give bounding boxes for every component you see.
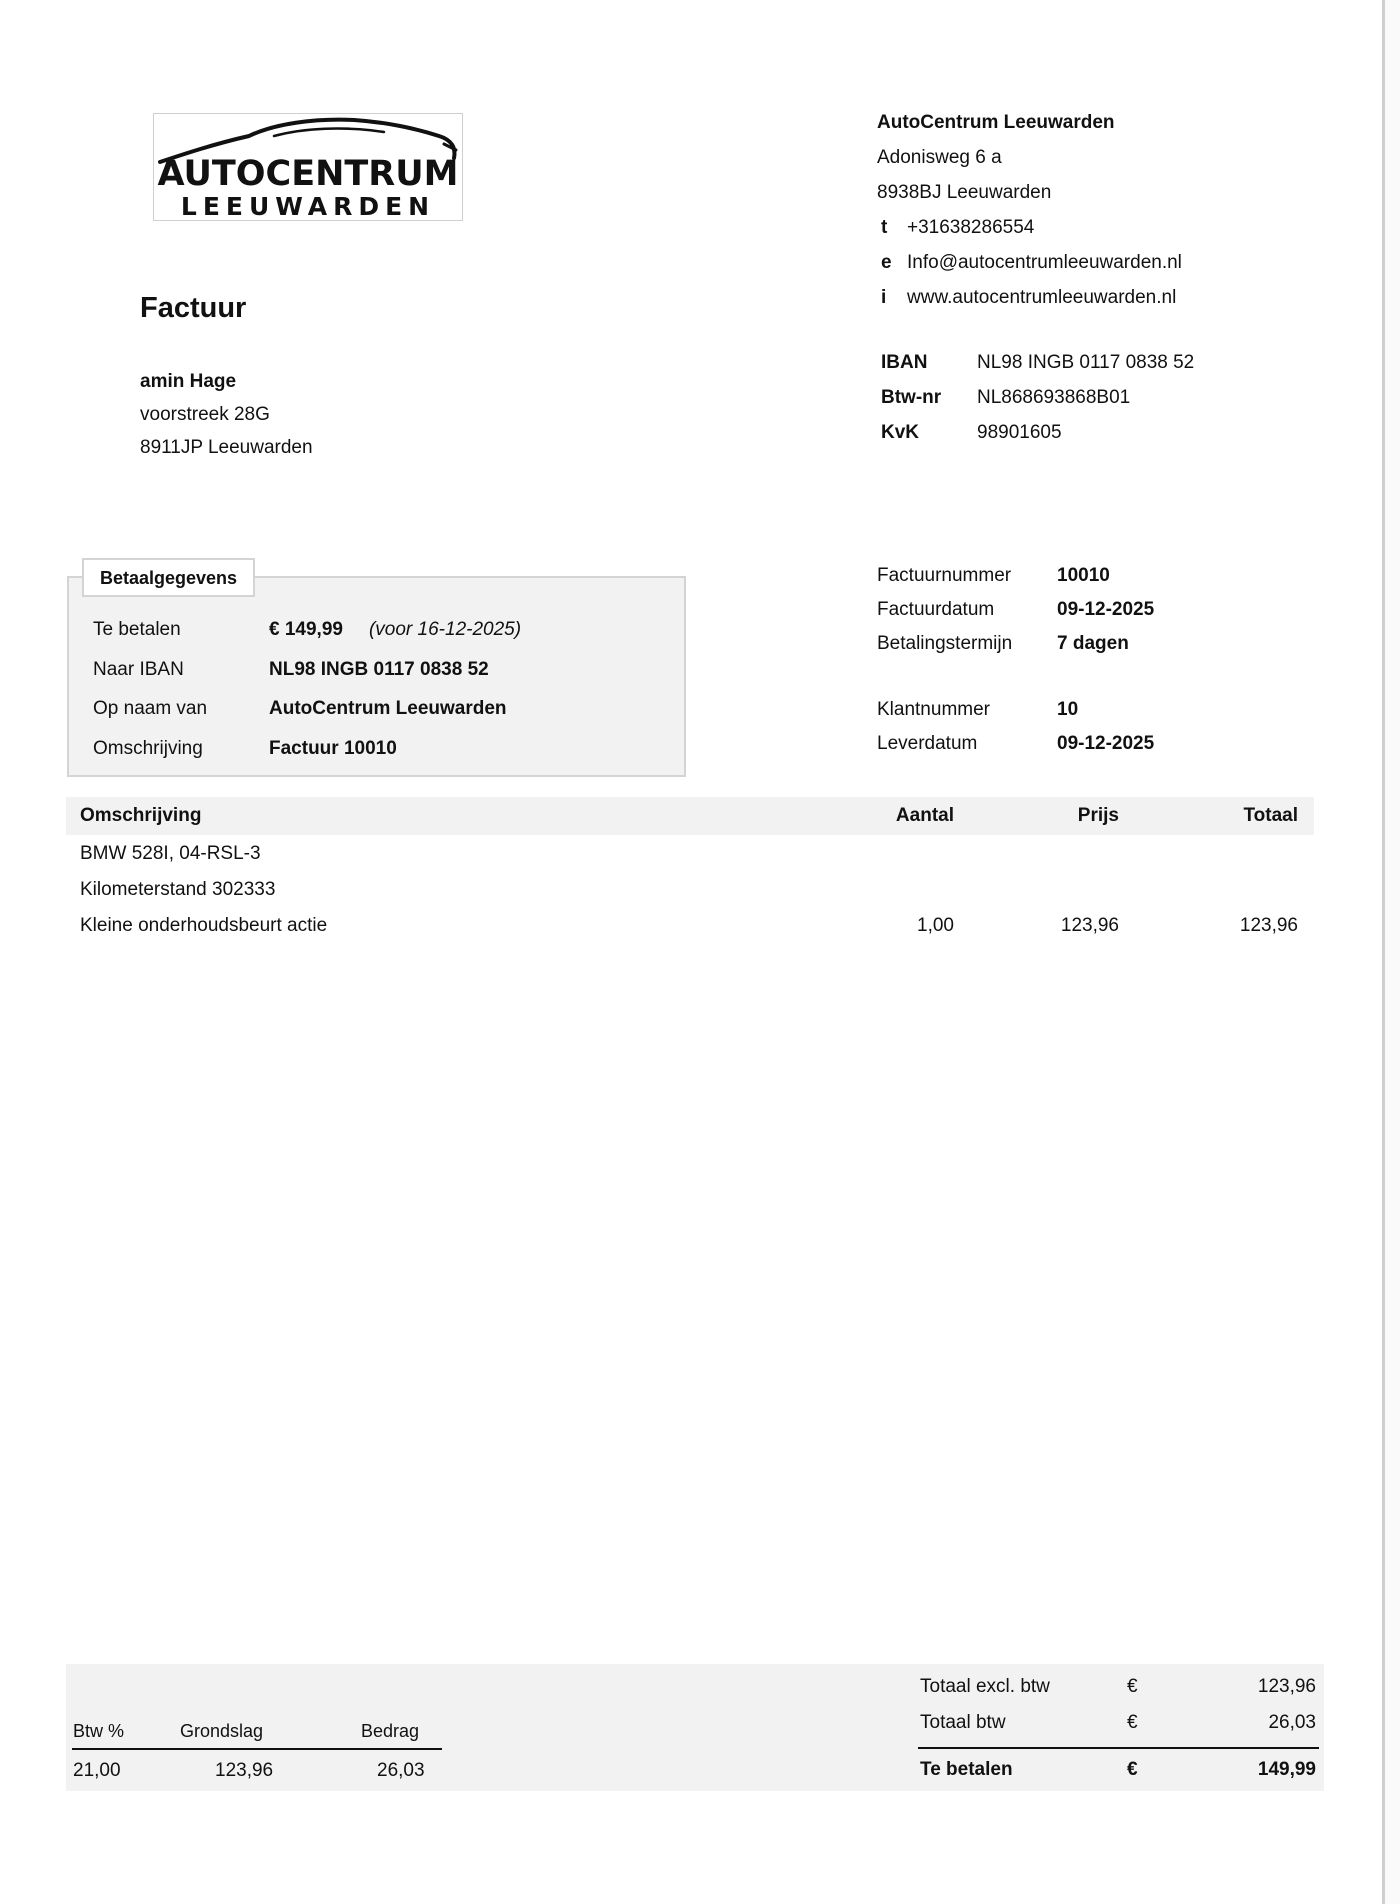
document-title: Factuur <box>140 292 247 324</box>
phone-label: t <box>881 217 888 238</box>
logo-text-line2: LEEUWARDEN <box>180 192 436 221</box>
vat-col-header-amount: Bedrag <box>361 1721 420 1741</box>
total-excl-currency: € <box>1127 1676 1138 1697</box>
vat-amount: 26,03 <box>377 1760 425 1781</box>
invoice-meta <box>877 559 1154 761</box>
company-street: Adonisweg 6 a <box>877 147 1002 168</box>
item-description: Kleine onderhoudsbeurt actie <box>80 915 328 936</box>
payment-desc-label: Omschrijving <box>93 737 203 759</box>
totals-divider <box>918 1747 1319 1749</box>
item-description: BMW 528I, 04-RSL-3 <box>80 843 261 864</box>
client-number: 10 <box>1057 699 1079 720</box>
company-web-row <box>877 280 1182 315</box>
payment-name-label: Op naam van <box>93 698 208 719</box>
payment-due-note: (voor 16-12-2025) <box>368 619 522 640</box>
company-email: Info@autocentrumleeuwarden.nl <box>907 252 1182 273</box>
payment-amount: € 149,99 <box>269 619 343 640</box>
btw-label: Btw-nr <box>881 387 942 408</box>
payment-details <box>93 610 521 768</box>
vat-col-header-base: Grondslag <box>180 1721 264 1741</box>
delivery-date: 09-12-2025 <box>1057 733 1155 754</box>
total-excl-value: 123,96 <box>1257 1676 1316 1697</box>
kvk-value: 98901605 <box>977 422 1062 443</box>
customer-address <box>140 365 313 464</box>
client-number-row <box>877 693 1154 727</box>
invoice-number-row <box>877 559 1154 593</box>
payment-name: AutoCentrum Leeuwarden <box>269 698 507 719</box>
email-label: e <box>881 252 892 273</box>
col-header-total: Totaal <box>1243 805 1298 826</box>
iban-value: NL98 INGB 0117 0838 52 <box>977 352 1195 373</box>
table-row <box>80 872 1300 908</box>
col-header-quantity: Aantal <box>895 805 954 826</box>
btw-row <box>881 380 1194 415</box>
customer-name: amin Hage <box>140 371 237 392</box>
company-phone-row <box>877 210 1182 245</box>
iban-row <box>881 345 1194 380</box>
vat-base: 123,96 <box>215 1760 274 1781</box>
iban-label: IBAN <box>881 352 928 373</box>
company-email-row <box>877 245 1182 280</box>
invoice-date: 09-12-2025 <box>1057 599 1155 620</box>
table-row <box>80 908 1300 944</box>
company-city: 8938BJ Leeuwarden <box>877 182 1052 203</box>
items-table-body <box>80 836 1300 944</box>
delivery-date-row <box>877 727 1154 761</box>
payment-details-title: Betaalgegevens <box>82 558 255 597</box>
total-due-label: Te betalen <box>920 1759 1013 1780</box>
btw-value: NL868693868B01 <box>977 387 1131 408</box>
items-table-header <box>66 797 1314 835</box>
payment-iban-row <box>93 650 521 690</box>
company-info <box>877 105 1182 315</box>
total-vat-value: 26,03 <box>1268 1712 1316 1733</box>
invoice-number-label: Factuurnummer <box>877 565 1012 586</box>
total-vat-label: Totaal btw <box>920 1712 1006 1733</box>
table-row <box>80 836 1300 872</box>
company-phone: +31638286554 <box>907 217 1035 238</box>
payment-amount-row <box>93 610 521 650</box>
total-due-currency: € <box>1127 1759 1138 1780</box>
item-total: 123,96 <box>1239 915 1298 936</box>
total-vat-currency: € <box>1127 1712 1138 1733</box>
vat-rate: 21,00 <box>73 1760 121 1781</box>
payment-term-label: Betalingstermijn <box>877 633 1013 654</box>
payment-iban-label: Naar IBAN <box>93 658 184 680</box>
col-header-price: Prijs <box>1077 805 1119 826</box>
company-name: AutoCentrum Leeuwarden <box>877 112 1115 133</box>
company-logo <box>153 113 463 221</box>
kvk-row <box>881 415 1194 450</box>
kvk-label: KvK <box>881 422 920 443</box>
customer-city: 8911JP Leeuwarden <box>140 437 313 458</box>
invoice-date-label: Factuurdatum <box>877 599 995 620</box>
web-label: i <box>881 287 887 308</box>
vat-header-divider <box>72 1748 442 1750</box>
payment-name-row <box>93 689 521 729</box>
payment-desc: Factuur 10010 <box>269 737 397 759</box>
payment-iban: NL98 INGB 0117 0838 52 <box>269 658 489 680</box>
payment-amount-label: Te betalen <box>93 619 181 640</box>
payment-term: 7 dagen <box>1057 633 1129 654</box>
total-excl-label: Totaal excl. btw <box>920 1676 1050 1697</box>
invoice-date-row <box>877 593 1154 627</box>
invoice-number: 10010 <box>1057 565 1110 586</box>
client-number-label: Klantnummer <box>877 699 990 720</box>
col-header-description: Omschrijving <box>80 805 202 826</box>
customer-street: voorstreek 28G <box>140 404 270 425</box>
company-website: www.autocentrumleeuwarden.nl <box>907 287 1177 308</box>
item-description: Kilometerstand 302333 <box>80 879 276 900</box>
payment-term-row <box>877 627 1154 661</box>
item-price: 123,96 <box>1060 915 1119 936</box>
bank-info <box>881 345 1194 450</box>
delivery-date-label: Leverdatum <box>877 733 978 754</box>
vat-col-header-rate: Btw % <box>73 1721 125 1741</box>
page-margin <box>1385 0 1400 1904</box>
item-quantity: 1,00 <box>917 915 954 936</box>
total-due-value: 149,99 <box>1257 1759 1316 1780</box>
payment-desc-row <box>93 729 521 769</box>
logo-text-line1: AUTOCENTRUM <box>157 154 459 194</box>
